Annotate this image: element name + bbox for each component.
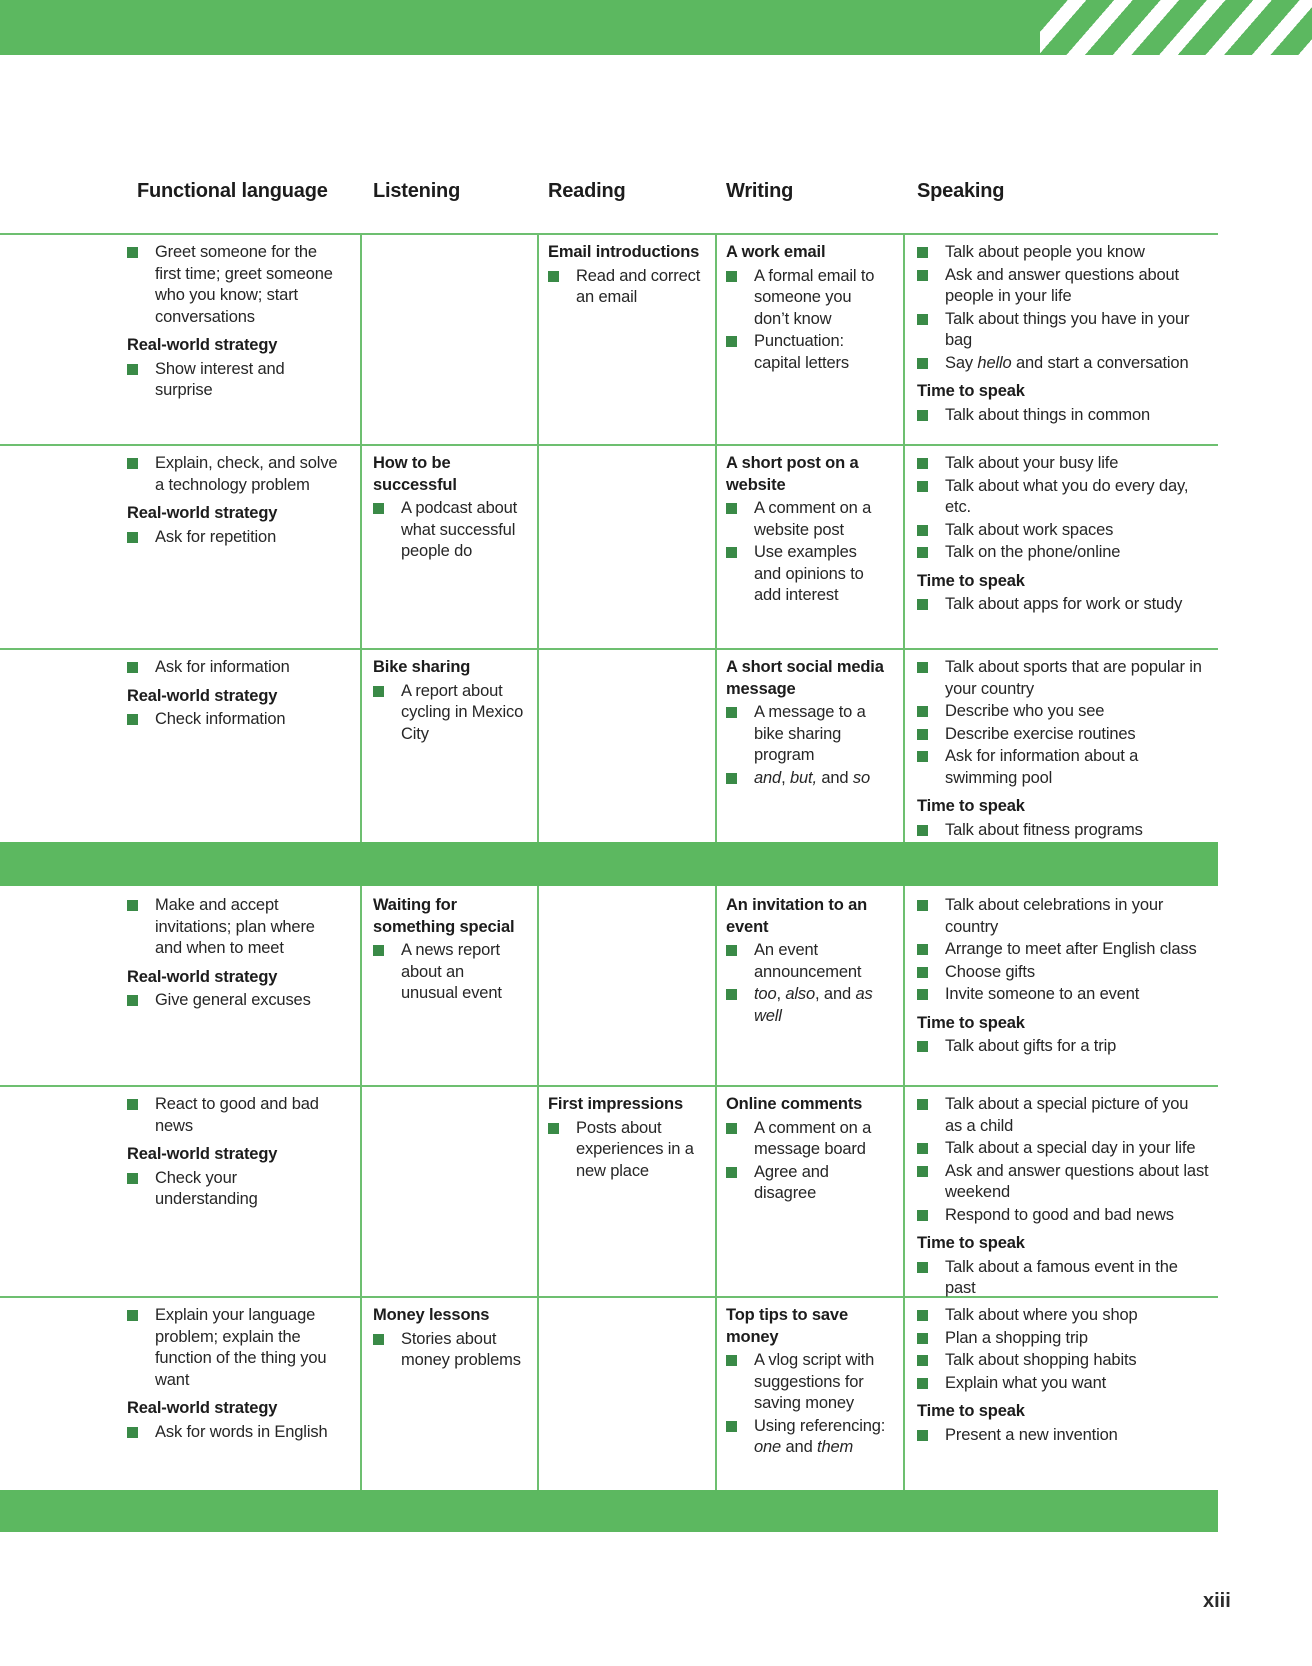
bullet-square-icon xyxy=(127,247,138,258)
bullet-text: and, but, and so xyxy=(754,768,870,787)
bullet-square-icon xyxy=(127,458,138,469)
bullet-text: Talk on the phone/online xyxy=(945,543,1121,561)
bullet-item xyxy=(917,594,1209,616)
bullet-text: A vlog script with suggestions for saving money xyxy=(754,1351,875,1412)
cell-title: Money lessons xyxy=(373,1306,490,1324)
bullet-item xyxy=(726,266,888,331)
bullet-item xyxy=(726,542,888,607)
bullet-square-icon xyxy=(917,1166,928,1177)
cell-title: Waiting for something special xyxy=(373,896,515,936)
bullet-item xyxy=(917,309,1209,352)
table-row xyxy=(0,1085,1218,1296)
bullet-text: Explain what you want xyxy=(945,1373,1107,1392)
bullet-square-icon xyxy=(127,1310,138,1321)
bullet-item xyxy=(726,940,888,983)
strategy-heading: Time to speak xyxy=(917,1013,1025,1032)
bullet-square-icon xyxy=(917,1099,928,1110)
bullet-text: Talk about celebrations in your country xyxy=(945,896,1164,936)
cell-functional-language xyxy=(127,233,339,444)
bullet-square-icon xyxy=(917,662,928,673)
bullet-item xyxy=(726,702,888,767)
bullet-item xyxy=(917,1305,1209,1327)
bullet-item xyxy=(127,1094,339,1137)
bullet-square-icon xyxy=(127,1427,138,1438)
bullet-text: Respond to good and bad news xyxy=(945,1205,1174,1224)
bullet-text: An event announcement xyxy=(754,941,862,981)
bullet-item xyxy=(726,331,888,374)
cell-listening xyxy=(373,1085,525,1296)
bullet-text: Give general excuses xyxy=(155,991,311,1009)
bullet-text: Choose gifts xyxy=(945,962,1035,981)
bullet-square-icon xyxy=(917,458,928,469)
bullet-square-icon xyxy=(917,525,928,536)
bullet-text: Ask for information xyxy=(155,658,290,676)
strategy-heading: Time to speak xyxy=(917,797,1025,815)
bullet-text: Present a new invention xyxy=(945,1425,1118,1444)
bullet-square-icon xyxy=(917,944,928,955)
bullet-text: Talk about a famous event in the past xyxy=(945,1257,1178,1297)
bullet-square-icon xyxy=(917,1333,928,1344)
bullet-square-icon xyxy=(726,547,737,558)
bullet-text: Greet someone for the first time; greet someone who you know; start conversations xyxy=(155,243,333,326)
bullet-text: Talk about shopping habits xyxy=(945,1351,1137,1369)
cell-title: A short social media message xyxy=(726,658,884,698)
bullet-item xyxy=(917,724,1209,746)
bullet-text: Check information xyxy=(155,710,286,728)
cell-reading xyxy=(548,886,702,1085)
bullet-square-icon xyxy=(726,945,737,956)
bullet-square-icon xyxy=(373,686,384,697)
bullet-square-icon xyxy=(127,1173,138,1184)
bullet-item xyxy=(127,359,339,402)
bullet-text: Explain, check, and solve a technology problem xyxy=(155,454,338,494)
cell-functional-language xyxy=(127,1296,339,1490)
cell-reading xyxy=(548,1085,702,1296)
cell-writing xyxy=(726,1085,888,1296)
bullet-item xyxy=(127,453,339,496)
bullet-item xyxy=(917,746,1209,789)
bullet-square-icon xyxy=(726,1355,737,1366)
bullet-square-icon xyxy=(726,773,737,784)
bullet-square-icon xyxy=(917,547,928,558)
bullet-item xyxy=(917,820,1209,842)
bullet-text: Using referencing: one and them xyxy=(754,1416,886,1456)
bullet-item xyxy=(127,1168,339,1211)
bullet-text: Ask and answer questions about people in your life xyxy=(945,265,1179,305)
section-band xyxy=(0,842,1218,886)
bullet-square-icon xyxy=(917,825,928,836)
cell-speaking xyxy=(917,444,1209,648)
page-number: xiii xyxy=(1203,1590,1231,1612)
cell-speaking xyxy=(917,886,1209,1085)
bullet-item xyxy=(917,242,1209,264)
bullet-item xyxy=(127,709,339,731)
bullet-square-icon xyxy=(726,989,737,1000)
bullet-text: Talk about work spaces xyxy=(945,520,1114,539)
cell-reading xyxy=(548,444,702,648)
cell-listening xyxy=(373,444,525,648)
strategy-heading: Real-world strategy xyxy=(127,967,278,986)
bullet-square-icon xyxy=(917,358,928,369)
bullet-square-icon xyxy=(726,503,737,514)
bullet-item xyxy=(127,242,339,328)
bullet-square-icon xyxy=(548,1123,559,1134)
bullet-item xyxy=(917,1094,1209,1137)
cell-speaking xyxy=(917,1296,1209,1490)
cell-title: A short post on a website xyxy=(726,454,859,494)
table-row xyxy=(0,648,1218,842)
cell-title: A work email xyxy=(726,243,826,261)
bullet-text: Say hello and start a conversation xyxy=(945,353,1189,372)
cell-speaking xyxy=(917,1085,1209,1296)
bullet-text: A news report about an unusual event xyxy=(401,941,502,1002)
cell-title: Online comments xyxy=(726,1095,863,1113)
bullet-square-icon xyxy=(373,503,384,514)
bullet-square-icon xyxy=(726,1167,737,1178)
bullet-text: Talk about a special picture of you as a child xyxy=(945,1095,1189,1135)
bullet-square-icon xyxy=(917,967,928,978)
bullet-item xyxy=(726,768,888,790)
bullet-text: Talk about your busy life xyxy=(945,454,1119,472)
bullet-text: Show interest and surprise xyxy=(155,359,285,399)
bullet-text: A formal email to someone you don’t know xyxy=(754,266,875,328)
cell-functional-language xyxy=(127,1085,339,1296)
bullet-square-icon xyxy=(917,706,928,717)
bullet-square-icon xyxy=(917,1143,928,1154)
bullet-square-icon xyxy=(917,599,928,610)
bullet-item xyxy=(917,542,1209,564)
bullet-square-icon xyxy=(127,532,138,543)
bullet-text: Ask for information about a swimming pool xyxy=(945,747,1139,787)
bullet-square-icon xyxy=(127,364,138,375)
bullet-text: A message to a bike sharing program xyxy=(754,703,866,764)
bullet-item xyxy=(917,1257,1209,1300)
bullet-text: Ask for repetition xyxy=(155,527,277,546)
column-header-reading: Reading xyxy=(548,180,626,202)
cell-reading xyxy=(548,233,702,444)
bullet-item xyxy=(917,984,1209,1006)
bullet-item xyxy=(917,353,1209,375)
bullet-square-icon xyxy=(917,247,928,258)
bullet-text: Talk about apps for work or study xyxy=(945,595,1183,613)
bullet-square-icon xyxy=(917,1310,928,1321)
strategy-heading: Time to speak xyxy=(917,571,1025,590)
bullet-text: Use examples and opinions to add interest xyxy=(754,543,864,604)
bullet-item xyxy=(373,1329,525,1372)
bullet-text: Read and correct an email xyxy=(576,266,701,306)
cell-writing xyxy=(726,444,888,648)
bullet-text: Explain your language problem; explain the function of the thing you want xyxy=(155,1306,327,1389)
bullet-text: Check your understanding xyxy=(155,1168,258,1208)
bullet-text: A podcast about what successful people do xyxy=(401,499,518,560)
table-row xyxy=(0,233,1218,444)
bullet-square-icon xyxy=(917,1041,928,1052)
bullet-square-icon xyxy=(917,900,928,911)
bullet-square-icon xyxy=(726,1421,737,1432)
cell-listening xyxy=(373,233,525,444)
strategy-heading: Real-world strategy xyxy=(127,336,278,354)
bullet-item xyxy=(917,1138,1209,1160)
cell-functional-language xyxy=(127,886,339,1085)
bullet-item xyxy=(917,265,1209,308)
cell-functional-language xyxy=(127,648,339,842)
bullet-text: Talk about a special day in your life xyxy=(945,1139,1196,1157)
bullet-item xyxy=(373,681,525,746)
cell-reading xyxy=(548,1296,702,1490)
bullet-square-icon xyxy=(917,751,928,762)
cell-title: Top tips to save money xyxy=(726,1306,848,1346)
strategy-heading: Time to speak xyxy=(917,382,1025,400)
bullet-item xyxy=(127,657,339,679)
bullet-text: Make and accept invitations; plan where and when to meet xyxy=(155,896,315,957)
bullet-square-icon xyxy=(917,270,928,281)
bullet-square-icon xyxy=(127,995,138,1006)
bullet-text: Talk about where you shop xyxy=(945,1306,1138,1324)
bullet-item xyxy=(917,657,1209,700)
bullet-item xyxy=(127,990,339,1012)
top-banner xyxy=(0,0,1312,55)
bullet-square-icon xyxy=(917,1210,928,1221)
bullet-item xyxy=(917,701,1209,723)
bullet-square-icon xyxy=(127,714,138,725)
bullet-text: Ask for words in English xyxy=(155,1422,328,1441)
bullet-text: Talk about what you do every day, etc. xyxy=(945,476,1189,516)
bullet-text: too, also, and as well xyxy=(754,985,873,1025)
bullet-text: A comment on a message board xyxy=(754,1118,872,1158)
bullet-item xyxy=(726,984,888,1027)
bullet-item xyxy=(917,939,1209,961)
cell-listening xyxy=(373,1296,525,1490)
bullet-text: Talk about things you have in your bag xyxy=(945,309,1190,349)
bullet-square-icon xyxy=(548,271,559,282)
strategy-heading: Real-world strategy xyxy=(127,686,278,705)
bullet-square-icon xyxy=(917,481,928,492)
bullet-square-icon xyxy=(726,271,737,282)
bullet-text: Describe exercise routines xyxy=(945,724,1136,743)
bullet-item xyxy=(373,940,525,1005)
bullet-text: Agree and disagree xyxy=(754,1162,829,1202)
bullet-square-icon xyxy=(917,729,928,740)
bullet-square-icon xyxy=(127,900,138,911)
bullet-item xyxy=(726,1162,888,1205)
cell-listening xyxy=(373,886,525,1085)
bullet-item xyxy=(917,1425,1209,1447)
cell-title: First impressions xyxy=(548,1095,683,1113)
section-band xyxy=(0,1490,1218,1532)
bullet-item xyxy=(127,527,339,549)
strategy-heading: Time to speak xyxy=(917,1402,1025,1420)
bullet-item xyxy=(917,1161,1209,1204)
cell-writing xyxy=(726,233,888,444)
bullet-square-icon xyxy=(726,707,737,718)
bullet-item xyxy=(917,1036,1209,1058)
bullet-square-icon xyxy=(127,662,138,673)
cell-speaking xyxy=(917,233,1209,444)
cell-title: How to be successful xyxy=(373,454,457,494)
bullet-item xyxy=(917,453,1209,475)
bullet-item xyxy=(548,1118,702,1183)
cell-writing xyxy=(726,648,888,842)
bullet-text: Invite someone to an event xyxy=(945,985,1140,1003)
bullet-text: A report about cycling in Mexico City xyxy=(401,681,524,743)
table-row xyxy=(0,444,1218,648)
cell-title: Bike sharing xyxy=(373,658,471,676)
bullet-text: Describe who you see xyxy=(945,702,1105,720)
bullet-item xyxy=(917,1205,1209,1227)
strategy-heading: Real-world strategy xyxy=(127,504,278,522)
cell-writing xyxy=(726,886,888,1085)
bullet-text: Stories about money problems xyxy=(401,1329,521,1369)
bullet-item xyxy=(127,1305,339,1391)
bullet-item xyxy=(917,476,1209,519)
bullet-square-icon xyxy=(917,314,928,325)
strategy-heading: Time to speak xyxy=(917,1234,1025,1252)
bullet-text: Posts about experiences in a new place xyxy=(576,1118,694,1180)
bullet-text: Talk about gifts for a trip xyxy=(945,1037,1117,1055)
strategy-heading: Real-world strategy xyxy=(127,1145,278,1163)
strategy-heading: Real-world strategy xyxy=(127,1399,278,1417)
bullet-item xyxy=(127,895,339,960)
bullet-item xyxy=(548,266,702,309)
cell-title: Email introductions xyxy=(548,243,700,261)
bullet-item xyxy=(917,1373,1209,1395)
column-header-listening: Listening xyxy=(373,180,461,202)
column-header-speaking: Speaking xyxy=(917,180,1005,202)
bullet-square-icon xyxy=(917,1355,928,1366)
cell-listening xyxy=(373,648,525,842)
bullet-square-icon xyxy=(726,1123,737,1134)
column-header-functional-language: Functional language xyxy=(137,180,328,202)
bullet-square-icon xyxy=(917,1262,928,1273)
cell-reading xyxy=(548,648,702,842)
bullet-text: React to good and bad news xyxy=(155,1095,319,1135)
bullet-item xyxy=(726,498,888,541)
bullet-item xyxy=(917,962,1209,984)
table-row xyxy=(0,886,1218,1085)
cell-writing xyxy=(726,1296,888,1490)
bullet-square-icon xyxy=(917,1378,928,1389)
bullet-square-icon xyxy=(917,410,928,421)
bullet-text: Talk about people you know xyxy=(945,243,1145,261)
bullet-square-icon xyxy=(373,945,384,956)
bullet-item xyxy=(127,1422,339,1444)
bullet-item xyxy=(726,1350,888,1415)
bullet-item xyxy=(917,895,1209,938)
bullet-text: Plan a shopping trip xyxy=(945,1328,1088,1347)
bullet-text: A comment on a website post xyxy=(754,499,872,539)
bullet-text: Talk about things in common xyxy=(945,405,1151,424)
bullet-square-icon xyxy=(726,336,737,347)
cell-speaking xyxy=(917,648,1209,842)
bullet-item xyxy=(917,520,1209,542)
bullet-square-icon xyxy=(373,1334,384,1345)
bullet-item xyxy=(917,1328,1209,1350)
bullet-text: Talk about fitness programs xyxy=(945,820,1143,839)
cell-functional-language xyxy=(127,444,339,648)
bullet-text: Arrange to meet after English class xyxy=(945,940,1197,958)
bullet-item xyxy=(373,498,525,563)
bullet-item xyxy=(917,1350,1209,1372)
bullet-item xyxy=(726,1118,888,1161)
bullet-square-icon xyxy=(127,1099,138,1110)
bullet-item xyxy=(917,405,1209,427)
bullet-text: Punctuation: capital letters xyxy=(754,332,849,372)
bullet-square-icon xyxy=(917,1430,928,1441)
bullet-text: Ask and answer questions about last weekend xyxy=(945,1161,1209,1201)
diagonal-stripes-decoration xyxy=(1040,0,1312,55)
table-row xyxy=(0,1296,1218,1490)
column-header-writing: Writing xyxy=(726,180,794,202)
cell-title: An invitation to an event xyxy=(726,896,868,936)
bullet-square-icon xyxy=(917,989,928,1000)
bullet-item xyxy=(726,1416,888,1459)
bullet-text: Talk about sports that are popular in your country xyxy=(945,658,1202,698)
